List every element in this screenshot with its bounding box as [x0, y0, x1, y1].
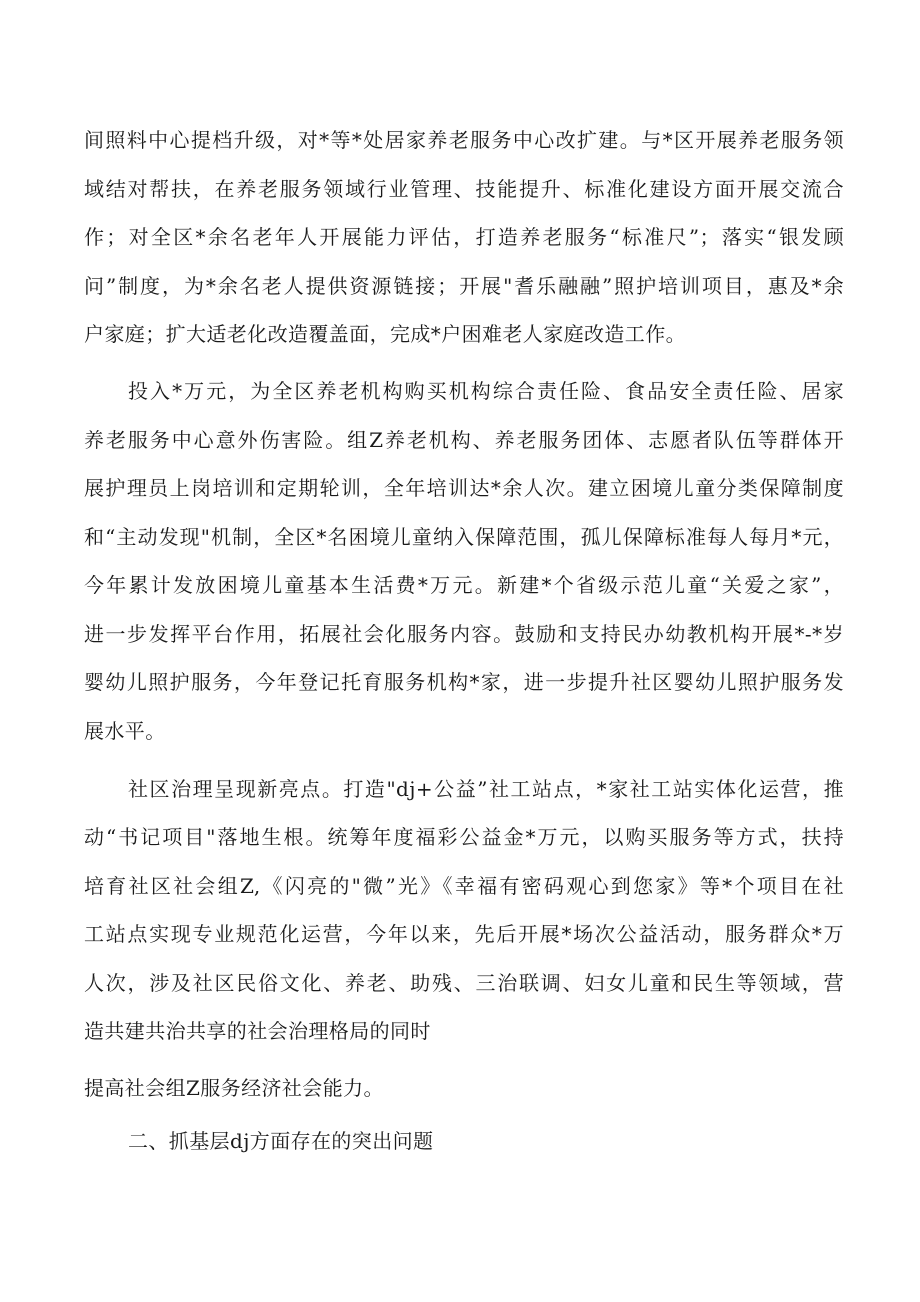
text-line: 工站点实现专业规范化运营，今年以来，先后开展*场次公益活动，服务群众*万: [84, 922, 844, 946]
text-line: 展护理员上岗培训和定期轮训，全年培训达*余人次。建立困境儿童分类保障制度: [84, 476, 844, 500]
text-line: 展水平。: [84, 719, 166, 743]
text-line: 问”制度，为*余名老人提供资源链接；开展"耆乐融融”照护培训项目，惠及*余: [84, 274, 844, 298]
text-line: 作；对全区*余名老年人开展能力评估，打造养老服务“标准尺”；落实“银发顾: [84, 225, 844, 249]
section-heading: 二、抓基层dj方面存在的突出问题: [128, 1129, 434, 1153]
text-line: 造共建共治共享的社会治理格局的同时: [84, 1019, 431, 1043]
text-line: 婴幼儿照护服务，今年登记托育服务机构*家，进一步提升社区婴幼儿照护服务发: [84, 670, 844, 694]
text-line: 提高社会组Z服务经济社会能力。: [84, 1076, 384, 1100]
text-line: 进一步发挥平台作用，拓展社会化服务内容。鼓励和支持民办幼教机构开展*-*岁: [84, 622, 844, 646]
text-line: 和“主动发现"机制，全区*名困境儿童纳入保障范围，孤儿保障标准每人每月*元，: [84, 525, 844, 549]
text-line: 养老服务中心意外伤害险。组Z养老机构、养老服务团体、志愿者队伍等群体开: [84, 428, 844, 452]
text-line: 投入*万元，为全区养老机构购买机构综合责任险、食品安全责任险、居家: [128, 379, 844, 403]
text-line: 域结对帮扶，在养老服务领域行业管理、技能提升、标准化建设方面开展交流合: [84, 177, 844, 201]
text-line: 人次，涉及社区民俗文化、养老、助残、三治联调、妇女儿童和民生等领域，营: [84, 971, 844, 995]
text-line: 间照料中心提档升级，对*等*处居家养老服务中心改扩建。与*区开展养老服务领: [84, 128, 844, 152]
text-line: 户家庭；扩大适老化改造覆盖面，完成*户困难老人家庭改造工作。: [84, 322, 686, 346]
text-line: 动“书记项目"落地生根。统筹年度福彩公益金*万元，以购买服务等方式，扶持: [84, 825, 844, 849]
text-line: 培育社区社会组Z,《闪亮的"微”光》《幸福有密码观心到您家》等*个项目在社: [84, 874, 844, 898]
text-line: 今年累计发放困境儿童基本生活费*万元。新建*个省级示范儿童“关爱之家”，: [84, 573, 844, 597]
text-line: 社区治理呈现新亮点。打造"dj+公益”社工站点，*家社工站实体化运营，推: [128, 777, 844, 801]
